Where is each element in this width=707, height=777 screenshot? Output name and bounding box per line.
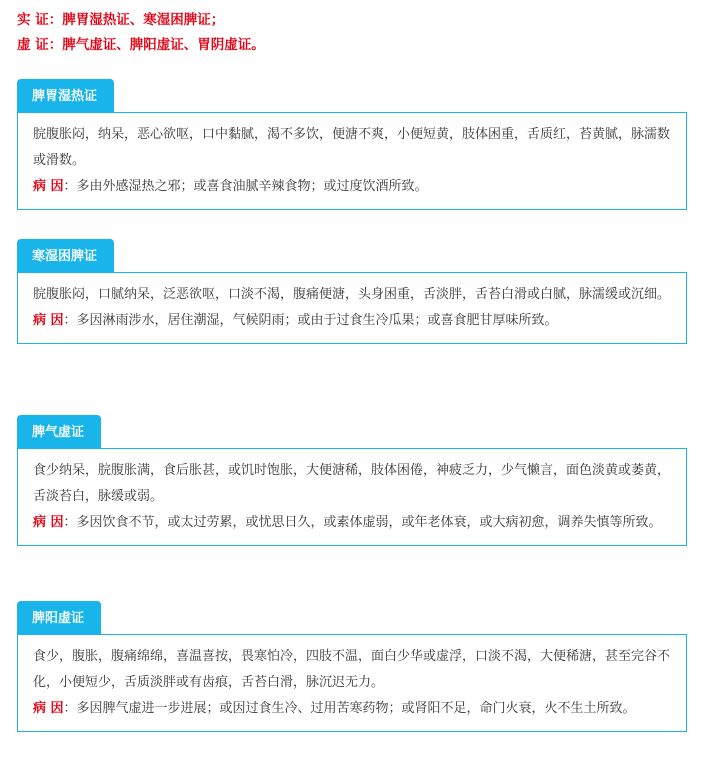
cause-line [33,510,672,536]
cause-label: 病 因 [33,701,64,716]
cause-label: 病 因 [33,179,64,194]
section-title: 脾胃湿热证 [17,79,114,113]
cause-separator: ： [63,701,77,716]
section-title: 寒湿困脾证 [17,239,114,273]
section-spleen-qi-deficiency [17,415,687,546]
cause-text: 多因饮食不节，或太过劳累，或忧思日久，或素体虚弱，或年老体衰，或大病初愈，调养失慎等所致。 [76,515,662,530]
section-title: 脾气虚证 [17,415,101,449]
section-content [17,634,687,732]
summary-excess-text: 脾胃湿热证、寒湿困脾证； [62,12,225,28]
section-spleen-yang-deficiency [17,601,687,732]
cause-text: 多因脾气虚进一步进展；或因过食生冷、过用苦寒药物；或肾阳不足，命门火衰，火不生土所致。 [76,701,636,716]
summary-excess-label: 实 证： [17,12,63,28]
cause-separator: ： [63,179,77,194]
section-cold-damp-spleen [17,239,687,344]
section-content [17,272,687,344]
cause-separator: ： [63,515,77,530]
symptoms-text: 食少，腹胀，腹痛绵绵，喜温喜按，畏寒怕冷，四肢不温，面白少华或虚浮，口淡不渴，大便稀溏，甚至完谷不化，小便短少，舌质淡胖或有齿痕，舌苔白滑，脉沉迟无力。 [33,649,671,690]
symptoms-text: 脘腹胀闷，纳呆，恶心欲呕，口中黏腻，渴不多饮，便溏不爽，小便短黄，肢体困重，舌质红，苔黄腻，脉濡数或滑数。 [33,127,671,168]
cause-text: 多由外感湿热之邪；或喜食油腻辛辣食物；或过度饮酒所致。 [76,179,428,194]
cause-separator: ： [63,313,77,328]
summary-deficiency-label: 虚 证： [17,37,63,53]
section-content [17,448,687,546]
symptoms-text: 脘腹胀闷，口腻纳呆，泛恶欲呕，口淡不渴，腹痛便溏，头身困重，舌淡胖，舌苔白滑或白腻，脉濡缓或沉细。 [33,287,671,302]
symptoms-text: 食少纳呆，脘腹胀满，食后胀甚，或饥时饱胀，大便溏稀，肢体困倦，神疲乏力，少气懒言，面色淡黄或萎黄，舌淡苔白，脉缓或弱。 [33,463,671,504]
summary-deficiency-text: 脾气虚证、脾阳虚证、胃阴虚证。 [62,37,265,53]
section-title: 脾阳虚证 [17,601,101,635]
summary-deficiency-patterns [17,33,265,53]
cause-text: 多因淋雨涉水，居住潮湿，气候阴雨；或由于过食生冷瓜果；或喜食肥甘厚味所致。 [76,313,558,328]
section-content [17,112,687,210]
summary-excess-patterns [17,8,224,28]
cause-line [33,696,672,722]
cause-label: 病 因 [33,313,64,328]
cause-line [33,308,672,334]
cause-line [33,174,672,200]
cause-label: 病 因 [33,515,64,530]
section-spleen-stomach-damp-heat [17,79,687,210]
